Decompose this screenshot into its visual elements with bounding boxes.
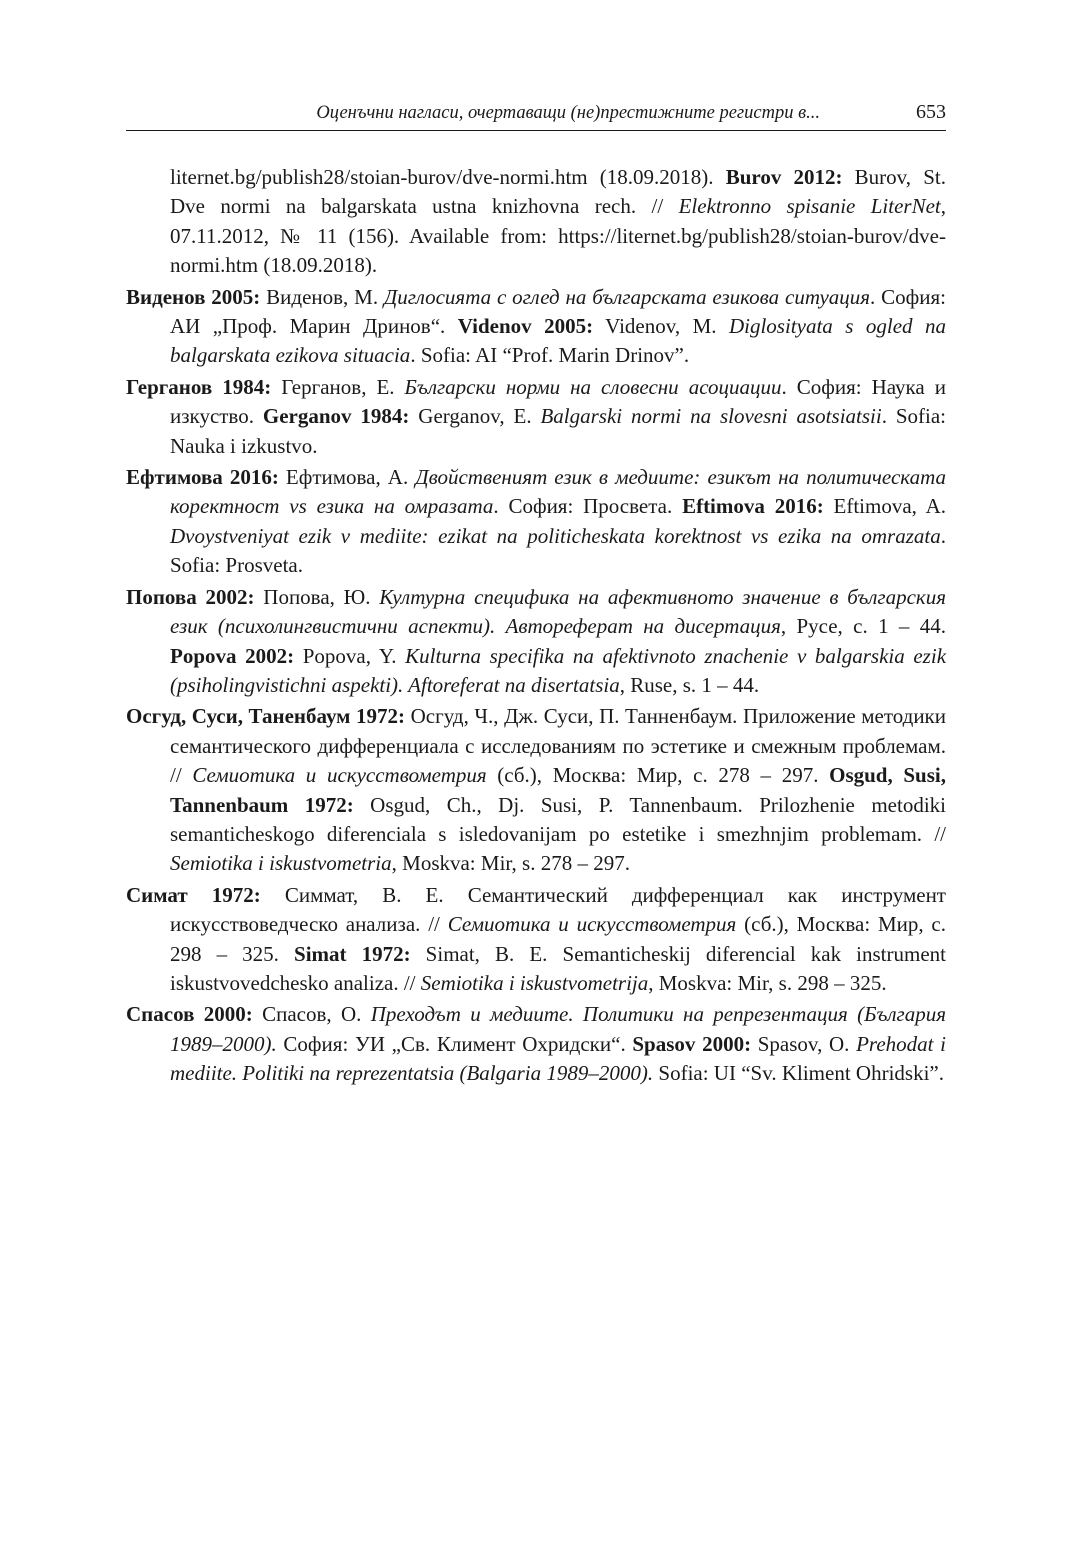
entry-title: Semiotika i iskustvometria [170, 851, 392, 876]
entry-text: Gerganov, E. [409, 404, 541, 429]
entry-text: (сб.), Москва: Мир, с. 278 – 297. [486, 763, 830, 788]
entry-key: Videnov 2005: [457, 314, 594, 339]
entry-text: Попова, Ю. [254, 584, 380, 609]
entry-key: Виденов 2005: [126, 284, 261, 309]
entry-text: , Moskva: Mir, s. 278 – 297. [391, 851, 630, 876]
reference-entry-popova [126, 583, 946, 701]
entry-key: Спасов 2000: [126, 1002, 253, 1027]
entry-text: . София: Просвета. [493, 494, 683, 519]
entry-key: Герганов 1984: [126, 374, 272, 399]
entry-text: Ефтимова, А. [278, 465, 416, 490]
entry-text: Герганов, Е. [271, 374, 405, 399]
entry-title: Двойственият език в медиите: езикът на политическата коректност vs езика на омразата [170, 465, 946, 519]
reference-entry-gerganov [126, 373, 946, 461]
entry-text: Burov, St. Dve normi na balgarskata ustna knizhovna rech. // [170, 165, 946, 219]
entry-key: Osgud, Susi, Tannenbaum 1972: [170, 763, 946, 817]
reference-list [126, 163, 946, 1091]
entry-key: Gerganov 1984: [262, 404, 410, 429]
entry-key: Simat 1972: [294, 941, 411, 966]
entry-title: Български норми на словесни асоциации [404, 374, 782, 399]
entry-key: Ефтимова 2016: [126, 465, 279, 490]
entry-text: Videnov, M. [593, 314, 729, 339]
running-title: Оценъчни нагласи, очертаващи (не)престижните регистри в... [316, 103, 820, 123]
running-header [126, 100, 946, 131]
entry-title: Семиотика и искусствометрия [192, 763, 487, 788]
entry-text: , Moskva: Mir, s. 298 – 325. [648, 970, 887, 995]
entry-title: Културна специфика на афективното значение в българския език (психолингвистични аспекти). Автореферат на дисертация [170, 584, 946, 639]
entry-text: , Русе, с. 1 – 44. [780, 614, 946, 639]
reference-entry-videnov [126, 283, 946, 371]
page-number: 653 [916, 101, 946, 123]
entry-text: Simat, B. E. Semanticheskij diferencial kak instrument iskustvovedchesko analiza. // [170, 941, 946, 995]
entry-text: , 07.11.2012, № 11 (156). Available from: https://liternet.bg/publish28/stoian-burov/dve-normi.htm (18.09.2018). [170, 194, 946, 278]
entry-text: (сб.), Москва: Мир, с. 298 – 325. [170, 912, 947, 966]
entry-title: Преходът и медиите. Политики на репрезентация (България 1989–2000). [170, 1002, 947, 1056]
entry-title: Balgarski normi na slovesni asotsiatsii [540, 404, 882, 429]
entry-key: Burov 2012: [725, 165, 843, 189]
entry-text: . София: Наука и изкуство. [170, 374, 946, 429]
entry-title: Диглосията с оглед на българската езикова ситуация [383, 284, 871, 309]
entry-key: Spasov 2000: [632, 1031, 752, 1056]
entry-text: Осгуд, Ч., Дж. Суси, П. Танненбаум. Приложение методики семантического дифференциала с исследованиям по эстетике и смежным проблемам. // [170, 704, 946, 788]
entry-text: Виденов, М. [260, 284, 384, 309]
entry-text: , Ruse, s. 1 – 44. [619, 672, 760, 697]
entry-text: Popova, Y. [294, 643, 406, 668]
entry-text: Спасов, О. [252, 1002, 371, 1027]
entry-title: Семиотика и искусствометрия [447, 912, 737, 937]
entry-key: Eftimova 2016: [682, 494, 824, 519]
entry-text: . София: АИ „Проф. Марин Дринов“. [170, 284, 946, 339]
reference-entry-osgud [126, 702, 946, 878]
entry-text: . Sofia: Nauka i izkustvo. [170, 404, 947, 458]
entry-text: София: УИ „Св. Климент Охридски“. [276, 1031, 633, 1056]
entry-text: Eftimova, A. [823, 494, 946, 519]
entry-title: Semiotika i iskustvometrija [420, 970, 649, 995]
reference-entry-eftimova [126, 463, 946, 581]
entry-text: Симмат, В. Е. Семантический дифференциал как инструмент искусствоведческо анализа. // [170, 882, 946, 937]
entry-title: Kulturna specifika na afektivnoto znachenie v balgarskia ezik (psiholingvistichni aspekti). Aftoreferat na disertatsia [170, 643, 947, 697]
entry-key: Симат 1972: [126, 882, 261, 907]
entry-key: Осгуд, Суси, Таненбаум 1972: [126, 704, 406, 729]
entry-key: Popova 2002: [170, 643, 295, 668]
reference-entry-burov [126, 163, 946, 281]
entry-title: Elektronno spisanie LiterNet [678, 194, 941, 219]
entry-key: Попова 2002: [126, 584, 255, 609]
entry-title: Prehodat i mediite. Politiki na reprezentatsia (Balgaria 1989–2000). [170, 1031, 946, 1086]
entry-text: Osgud, Ch., Dj. Susi, P. Tannenbaum. Prilozhenie metodiki semanticheskogo diferenciala s isledovanijam po estetike i smezhnjim problemam. // [170, 792, 946, 846]
entry-text: . Sofia: AI “Prof. Marin Drinov”. [410, 343, 690, 368]
entry-title: Dvoystveniyat ezik v mediite: ezikat na politicheskata korektnost vs ezika na omrazata [170, 523, 941, 548]
entry-text: Spasov, O. [751, 1031, 857, 1056]
entry-text: liternet.bg/publish28/stoian-burov/dve-normi.htm (18.09.2018). [170, 165, 726, 189]
entry-text: . Sofia: Prosveta. [170, 523, 946, 578]
entry-text: Sofia: UI “Sv. Kliment Ohridski”. [653, 1061, 944, 1086]
reference-entry-spasov [126, 1000, 946, 1088]
entry-title: Diglosityata s ogled na balgarskata ezikova situacia [170, 314, 946, 368]
reference-entry-simat [126, 881, 946, 999]
